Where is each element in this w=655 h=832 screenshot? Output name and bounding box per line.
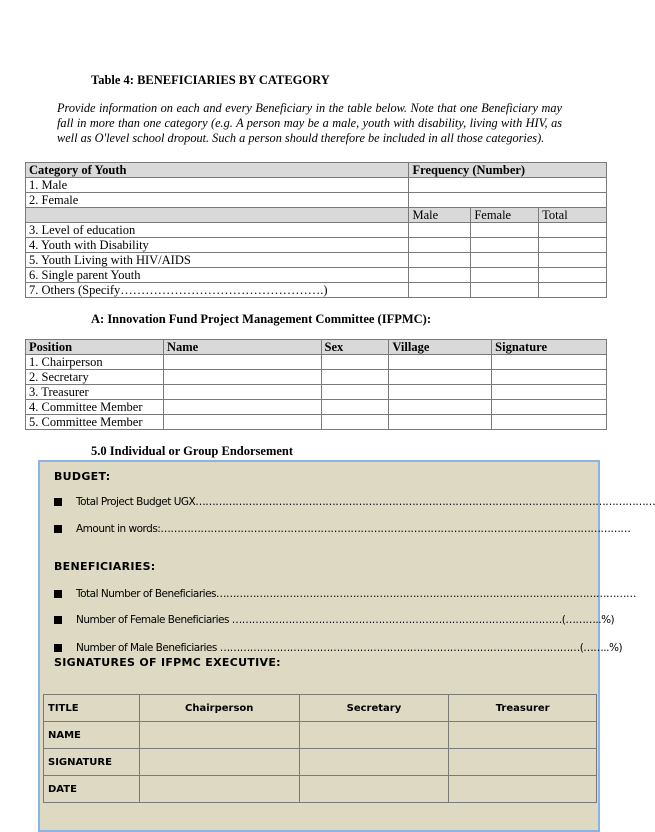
amount-words-line [54, 523, 631, 535]
table-row [26, 400, 607, 415]
row-label-date: DATE [44, 776, 140, 803]
secretary-date-cell[interactable] [299, 776, 449, 803]
name-cell[interactable] [163, 355, 321, 370]
male-cell[interactable] [409, 253, 471, 268]
category-label: 5. Youth Living with HIV/AIDS [26, 253, 409, 268]
square-bullet-icon [54, 525, 62, 533]
treasurer-date-cell[interactable] [449, 776, 597, 803]
table-row [26, 415, 607, 430]
total-beneficiaries-text[interactable]: Total Number of Beneficiaries……………………………………………………………………………………………………………… [76, 588, 637, 600]
table-row [26, 268, 607, 283]
amount-words-text[interactable]: Amount in words:…………………………………………………………………………………………………………………………… [76, 523, 631, 535]
frequency-cell[interactable] [409, 178, 607, 193]
sex-cell[interactable] [321, 415, 389, 430]
header-position: Position [26, 340, 164, 355]
table-row [26, 355, 607, 370]
category-label: 7. Others (Specify………………………………………….) [26, 283, 409, 298]
header-secretary: Secretary [299, 695, 449, 722]
sex-cell[interactable] [321, 370, 389, 385]
table-row [44, 776, 597, 803]
table-header-row [44, 695, 597, 722]
chair-name-cell[interactable] [139, 722, 299, 749]
signature-cell[interactable] [492, 355, 607, 370]
total-cell[interactable] [539, 268, 607, 283]
total-cell[interactable] [539, 253, 607, 268]
table-row [26, 193, 607, 208]
secretary-name-cell[interactable] [299, 722, 449, 749]
village-cell[interactable] [389, 385, 492, 400]
secretary-signature-cell[interactable] [299, 749, 449, 776]
female-cell[interactable] [471, 223, 539, 238]
male-beneficiaries-line [54, 642, 623, 654]
position-label: 2. Secretary [26, 370, 164, 385]
beneficiaries-table [25, 162, 607, 298]
village-cell[interactable] [389, 415, 492, 430]
sex-cell[interactable] [321, 355, 389, 370]
female-cell[interactable] [471, 268, 539, 283]
subheader-female: Female [471, 208, 539, 223]
category-label: 1. Male [26, 178, 409, 193]
signature-cell[interactable] [492, 400, 607, 415]
male-cell[interactable] [409, 223, 471, 238]
header-category: Category of Youth [26, 163, 409, 178]
female-cell[interactable] [471, 238, 539, 253]
table-header-row [26, 163, 607, 178]
male-cell[interactable] [409, 238, 471, 253]
row-label-signature: SIGNATURE [44, 749, 140, 776]
table-row [44, 749, 597, 776]
square-bullet-icon [54, 644, 62, 652]
category-label: 6. Single parent Youth [26, 268, 409, 283]
table-row [26, 370, 607, 385]
category-label: 3. Level of education [26, 223, 409, 238]
total-cell[interactable] [539, 238, 607, 253]
signature-cell[interactable] [492, 385, 607, 400]
blank-cell [26, 208, 409, 223]
table-row [26, 238, 607, 253]
sex-cell[interactable] [321, 400, 389, 415]
header-village: Village [389, 340, 492, 355]
square-bullet-icon [54, 590, 62, 598]
position-label: 3. Treasurer [26, 385, 164, 400]
header-chairperson: Chairperson [139, 695, 299, 722]
male-beneficiaries-text[interactable]: Number of Male Beneficiaries ………………………………………………………………………………………………(……..%) [76, 642, 623, 654]
table-header-row [26, 340, 607, 355]
name-cell[interactable] [163, 415, 321, 430]
table-row [26, 253, 607, 268]
table-row [26, 283, 607, 298]
endorsement-title: 5.0 Individual or Group Endorsement [91, 444, 294, 458]
position-label: 5. Committee Member [26, 415, 164, 430]
position-label: 4. Committee Member [26, 400, 164, 415]
table4-instructions: Provide information on each and every Beneficiary in the table below. Note that one Beneficiary may fall in more than one category (e.g. A person may be a male, youth with disability, living with HIV, as well as O'level school dropout. Such a person should therefore be included in all those categories). [57, 101, 562, 145]
table-row [26, 223, 607, 238]
row-label-name: NAME [44, 722, 140, 749]
budget-heading: BUDGET: [54, 470, 111, 483]
signature-cell[interactable] [492, 415, 607, 430]
subheader-total: Total [539, 208, 607, 223]
name-cell[interactable] [163, 385, 321, 400]
total-cell[interactable] [539, 283, 607, 298]
header-treasurer: Treasurer [449, 695, 597, 722]
square-bullet-icon [54, 616, 62, 624]
table4-title: Table 4: BENEFICIARIES BY CATEGORY [91, 73, 330, 87]
header-sex: Sex [321, 340, 389, 355]
treasurer-name-cell[interactable] [449, 722, 597, 749]
female-beneficiaries-text[interactable]: Number of Female Beneficiaries ………………………………………………………………………………………(………..%) [76, 614, 615, 626]
male-cell[interactable] [409, 283, 471, 298]
village-cell[interactable] [389, 400, 492, 415]
signature-cell[interactable] [492, 370, 607, 385]
header-frequency: Frequency (Number) [409, 163, 607, 178]
chair-signature-cell[interactable] [139, 749, 299, 776]
signatures-heading: SIGNATURES OF IFPMC EXECUTIVE: [54, 656, 281, 669]
subheader-male: Male [409, 208, 471, 223]
endorsement-box [38, 460, 655, 832]
category-label: 4. Youth with Disability [26, 238, 409, 253]
category-label: 2. Female [26, 193, 409, 208]
female-cell[interactable] [471, 253, 539, 268]
total-budget-line [54, 496, 655, 508]
frequency-cell[interactable] [409, 193, 607, 208]
position-label: 1. Chairperson [26, 355, 164, 370]
name-cell[interactable] [163, 370, 321, 385]
total-beneficiaries-line [54, 588, 637, 600]
treasurer-signature-cell[interactable] [449, 749, 597, 776]
beneficiaries-heading: BENEFICIARIES: [54, 560, 156, 573]
header-title: TITLE [44, 695, 140, 722]
total-cell[interactable] [539, 223, 607, 238]
ifpmc-title: A: Innovation Fund Project Management Committee (IFPMC): [91, 312, 431, 326]
header-signature: Signature [492, 340, 607, 355]
table-row [26, 178, 607, 193]
signatures-table [43, 694, 597, 803]
total-budget-text[interactable]: Total Project Budget UGX………………………………………………………………………………………………………………………… [76, 496, 655, 508]
square-bullet-icon [54, 498, 62, 506]
sex-cell[interactable] [321, 385, 389, 400]
chair-date-cell[interactable] [139, 776, 299, 803]
female-cell[interactable] [471, 283, 539, 298]
male-cell[interactable] [409, 268, 471, 283]
village-cell[interactable] [389, 355, 492, 370]
female-beneficiaries-line [54, 614, 615, 626]
table-row [44, 722, 597, 749]
village-cell[interactable] [389, 370, 492, 385]
subheader-row [26, 208, 607, 223]
ifpmc-table [25, 339, 607, 430]
table-row [26, 385, 607, 400]
header-name: Name [163, 340, 321, 355]
name-cell[interactable] [163, 400, 321, 415]
